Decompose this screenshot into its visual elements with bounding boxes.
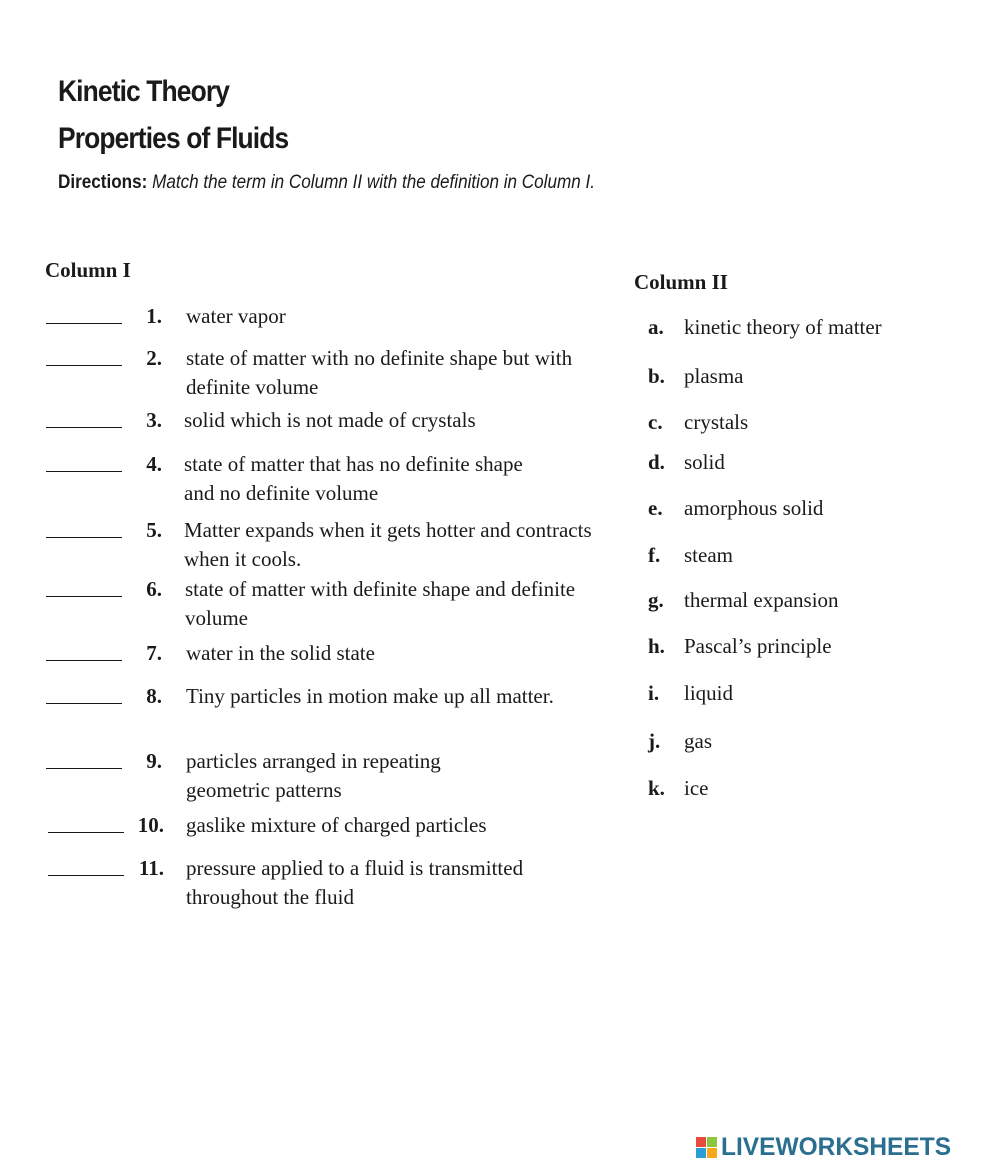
answer-option <box>648 774 708 803</box>
option-letter: k. <box>648 776 665 800</box>
answer-blank[interactable] <box>46 703 122 704</box>
answer-blank[interactable] <box>46 471 122 472</box>
option-text: plasma <box>684 364 744 388</box>
column-one-heading: Column I <box>45 258 131 282</box>
answer-option <box>648 494 823 523</box>
option-text: solid <box>684 450 725 474</box>
question-number: 10. <box>137 813 164 837</box>
option-text: steam <box>684 543 733 567</box>
liveworksheets-icon <box>696 1137 717 1158</box>
question-text: state of matter with definite shape and definite volume <box>185 577 576 630</box>
option-letter: a. <box>648 315 664 339</box>
answer-option <box>648 541 733 570</box>
question-number: 4. <box>146 452 162 476</box>
question-number: 11. <box>138 856 164 880</box>
question-number: 5. <box>146 518 162 542</box>
question-text: Tiny particles in motion make up all matter. <box>186 684 554 708</box>
option-letter: f. <box>648 543 661 567</box>
question-text: gaslike mixture of charged particles <box>186 813 487 837</box>
question-text: state of matter with no definite shape but with definite volume <box>186 346 573 399</box>
answer-option <box>648 632 832 661</box>
question-text: water in the solid state <box>186 641 375 665</box>
liveworksheets-logo <box>696 1132 956 1162</box>
answer-option <box>648 362 743 391</box>
question-number: 6. <box>146 577 162 601</box>
option-text: kinetic theory of matter <box>684 315 882 339</box>
option-text: gas <box>684 729 712 753</box>
answer-blank[interactable] <box>46 768 122 769</box>
directions-label: Directions: <box>58 172 148 193</box>
answer-option <box>648 586 839 615</box>
answer-blank[interactable] <box>46 596 122 597</box>
answer-option <box>648 448 725 477</box>
option-text: liquid <box>684 681 734 705</box>
question-text: solid which is not made of crystals <box>184 408 476 432</box>
option-letter: b. <box>648 364 665 388</box>
question-text: water vapor <box>186 304 286 328</box>
question-number: 2. <box>146 346 162 370</box>
answer-blank[interactable] <box>46 660 122 661</box>
page-title: Kinetic Theory <box>58 75 230 108</box>
question-number: 8. <box>146 684 162 708</box>
option-text: ice <box>684 776 709 800</box>
question-text: particles arranged in repeating geometric patterns <box>186 749 441 802</box>
option-text: crystals <box>684 410 749 434</box>
answer-blank[interactable] <box>46 365 122 366</box>
answer-blank[interactable] <box>46 323 122 324</box>
page-subtitle: Properties of Fluids <box>58 122 289 155</box>
directions-text: Match the term in Column II with the definition in Column I. <box>152 172 595 193</box>
option-letter: i. <box>648 681 660 705</box>
option-letter: g. <box>648 588 664 612</box>
option-letter: h. <box>648 634 665 658</box>
option-letter: c. <box>648 410 663 434</box>
option-letter: d. <box>648 450 665 474</box>
answer-blank[interactable] <box>48 832 124 833</box>
question-number: 9. <box>146 749 162 773</box>
option-text: Pascal’s principle <box>684 634 832 658</box>
question-number: 7. <box>146 641 162 665</box>
option-text: thermal expansion <box>684 588 839 612</box>
answer-option <box>648 679 733 708</box>
question-number: 1. <box>146 304 162 328</box>
answer-blank[interactable] <box>46 537 122 538</box>
answer-option <box>648 727 712 756</box>
logo-text: LIVEWORKSHEETS <box>721 1132 952 1161</box>
answer-option <box>648 313 882 342</box>
question-text: state of matter that has no definite shape and no definite volume <box>184 452 523 505</box>
question-text: Matter expands when it gets hotter and contracts when it cools. <box>184 518 592 571</box>
option-letter: e. <box>648 496 663 520</box>
question-number: 3. <box>146 408 162 432</box>
answer-blank[interactable] <box>46 427 122 428</box>
directions <box>58 172 595 194</box>
answer-option <box>648 408 748 437</box>
column-two-heading: Column II <box>634 270 728 294</box>
option-text: amorphous solid <box>684 496 824 520</box>
answer-blank[interactable] <box>48 875 124 876</box>
option-letter: j. <box>648 729 661 753</box>
question-text: pressure applied to a fluid is transmitted throughout the fluid <box>186 856 524 909</box>
